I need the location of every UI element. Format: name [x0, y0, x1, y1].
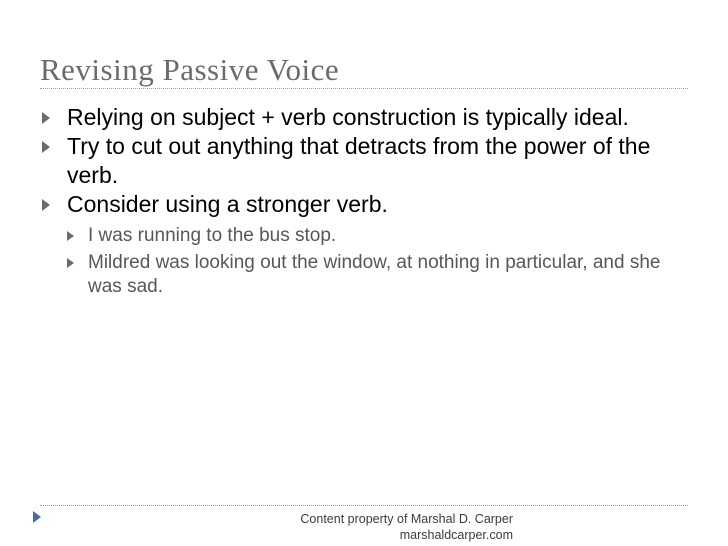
sub-bullet-item — [67, 251, 690, 299]
footer-line-1: Content property of Marshal D. Carper — [300, 512, 513, 526]
slide-title: Revising Passive Voice — [40, 52, 340, 87]
footer-line-2: marshaldcarper.com — [399, 528, 513, 542]
footer-triangle-icon — [33, 511, 41, 523]
bullet-triangle-icon — [42, 199, 50, 211]
bullet-list — [40, 103, 690, 302]
sub-bullet-triangle-icon — [67, 258, 74, 268]
footer-credit — [253, 511, 513, 543]
sub-bullet-item — [67, 224, 690, 248]
bullet-item — [40, 190, 690, 299]
bullet-triangle-icon — [42, 112, 50, 124]
bullet-text: Try to cut out anything that detracts from the power of the verb. — [67, 133, 651, 188]
bullet-item — [40, 132, 690, 190]
bullet-item — [40, 103, 690, 132]
sub-bullet-text: I was running to the bus stop. — [88, 225, 337, 246]
footer-divider — [40, 505, 688, 506]
bullet-triangle-icon — [42, 141, 50, 153]
bullet-text: Relying on subject + verb construction is typically ideal. — [67, 104, 629, 130]
sub-bullet-triangle-icon — [67, 231, 74, 241]
sub-bullet-list — [67, 224, 690, 299]
sub-bullet-text: Mildred was looking out the window, at nothing in particular, and she was sad. — [88, 252, 661, 297]
bullet-text: Consider using a stronger verb. — [67, 191, 388, 217]
title-divider — [40, 88, 688, 89]
